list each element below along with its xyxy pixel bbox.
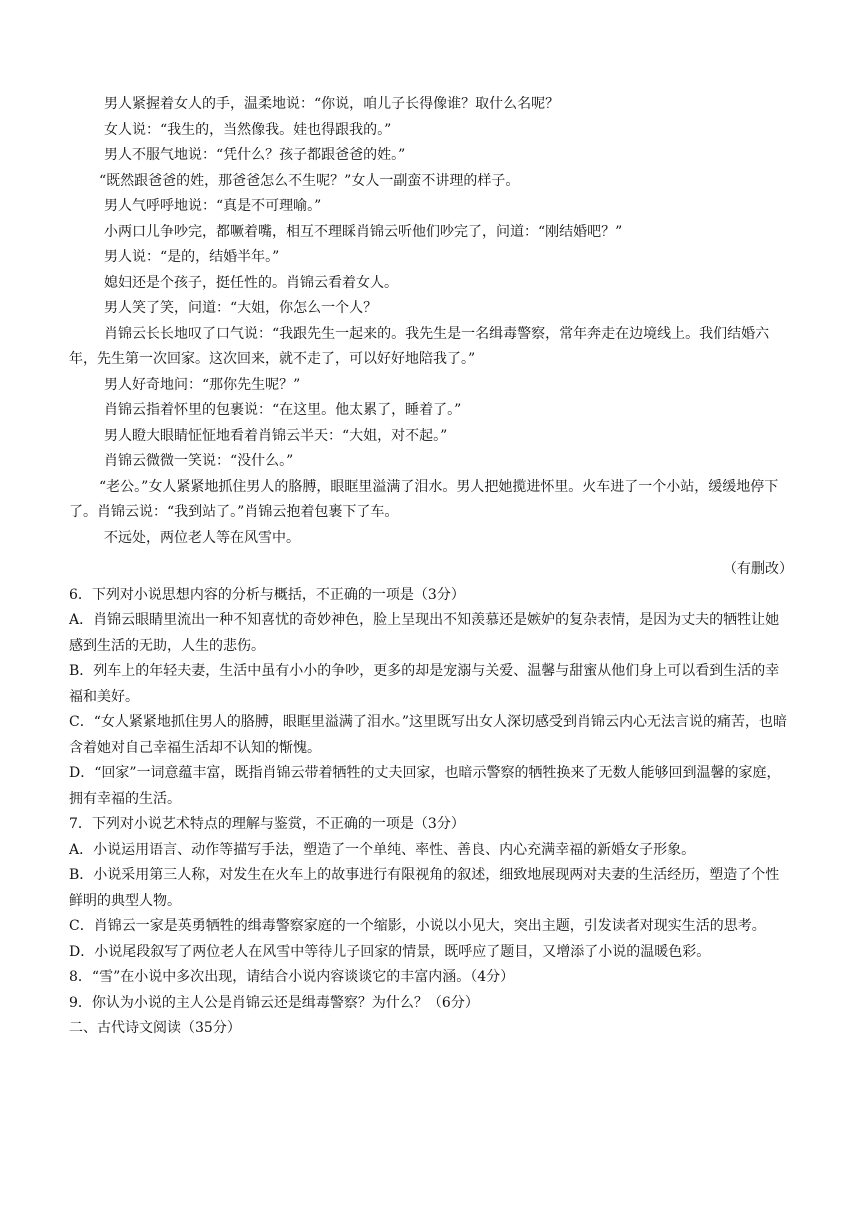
- story-paragraph: 男人好奇地问：“那你先生呢？”: [104, 376, 301, 393]
- answer-option: D．小说尾段叙写了两位老人在风雪中等待儿子回家的情景，既呼应了题目，又增添了小说的温暖色彩。: [69, 943, 711, 960]
- question-8: 8．“雪”在小说中多次出现，请结合小说内容谈谈它的丰富内涵。（4分）: [69, 969, 515, 985]
- answer-option: C．肖锦云一家是英勇牺牲的缉毒警察家庭的一个缩影，小说以小见大，突出主题，引发读者对现实生活的思考。: [69, 918, 766, 934]
- document-page: [69, 92, 793, 1042]
- story-paragraph: “既然跟爸爸的姓，那爸爸怎么不生呢？”女人一副蛮不讲理的样子。: [99, 172, 520, 189]
- story-paragraph: 媳妇还是个孩子，挺任性的。肖锦云看着女人。: [104, 274, 398, 291]
- answer-option: B．小说采用第三人称，对发生在火车上的故事进行有限视角的叙述，细致地展现两对夫妻的生活经历，塑造了个性鲜明的典型人物。: [69, 867, 780, 909]
- answer-option: C．“女人紧紧地抓住男人的胳膊，眼眶里溢满了泪水。”这里既写出女人深切感受到肖锦云内心无法言说的痛苦，也暗含着她对自己幸福生活却不认知的惭愧。: [69, 714, 788, 756]
- answer-option: D．“回家”一词意蕴丰富，既指肖锦云带着牺牲的丈夫回家，也暗示警察的牺牲换来了无数人能够回到温馨的家庭，拥有幸福的生活。: [69, 765, 781, 807]
- story-paragraph: 女人说：“我生的，当然像我。娃也得跟我的。”: [104, 121, 392, 138]
- story-paragraph: 肖锦云指着怀里的包裹说：“在这里。他太累了，睡着了。”: [104, 402, 462, 418]
- section-heading: 二、古代诗文阅读（35分）: [69, 1020, 241, 1036]
- question-9: 9．你认为小说的主人公是肖锦云还是缉毒警察？为什么？（6分）: [69, 994, 479, 1011]
- question-stem: 6．下列对小说思想内容的分析与概括，不正确的一项是（3分）: [69, 586, 465, 603]
- story-paragraph: 男人气呼呼地说：“真是不可理喻。”: [104, 198, 322, 214]
- answer-option: A．小说运用语言、动作等描写手法，塑造了一个单纯、率性、善良、内心充满幸福的新婚女子形象。: [69, 841, 696, 858]
- source-note: （有删改）: [723, 561, 793, 577]
- story-paragraph: 男人紧握着女人的手，温柔地说：“你说，咱儿子长得像谁？取什么名呢？: [104, 96, 560, 112]
- story-paragraph: 不远处，两位老人等在风雪中。: [104, 529, 300, 546]
- question-6: [69, 583, 793, 813]
- story-paragraph: 男人笑了笑，问道：“大姐，你怎么一个人？: [104, 300, 378, 316]
- answer-option: A．肖锦云眼睛里流出一种不知喜忧的奇妙神色，脸上呈现出不知羡慕还是嫉妒的复杂表情，是因为丈夫的牺牲让她感到生活的无助，人生的悲伤。: [69, 612, 780, 654]
- story-paragraph: 男人瞪大眼睛怔怔地看着肖锦云半天：“大姐，对不起。”: [104, 427, 448, 444]
- story-paragraph: “老公。”女人紧紧地抓住男人的胳膊，眼眶里溢满了泪水。男人把她揽进怀里。火车进了一个小站，缓缓地停下了。肖锦云说：“我到站了。”肖锦云抱着包裹下了车。: [69, 478, 779, 520]
- answer-option: B．列车上的年轻夫妻，生活中虽有小小的争吵，更多的却是宠溺与关爱、温馨与甜蜜从他们身上可以看到生活的幸福和美好。: [69, 663, 780, 705]
- story-paragraph: 肖锦云长长地叹了口气说：“我跟先生一起来的。我先生是一名缉毒警察，常年奔走在边境线上。我们结婚六年，先生第一次回家。这次回来，就不走了，可以好好地陪我了。”: [69, 325, 770, 367]
- story-paragraph: 肖锦云微微一笑说：“没什么。”: [104, 453, 294, 469]
- story-paragraph: 男人说：“是的，结婚半年。”: [104, 249, 280, 265]
- story-excerpt: [69, 92, 793, 551]
- story-paragraph: 男人不服气地说：“凭什么？孩子都跟爸爸的姓。”: [104, 147, 406, 163]
- question-stem: 7．下列对小说艺术特点的理解与鉴赏，不正确的一项是（3分）: [69, 816, 465, 832]
- question-7: [69, 812, 793, 965]
- story-paragraph: 小两口儿争吵完，都噘着嘴，相互不理睬肖锦云听他们吵完了，问道：“刚结婚吧？”: [104, 223, 623, 240]
